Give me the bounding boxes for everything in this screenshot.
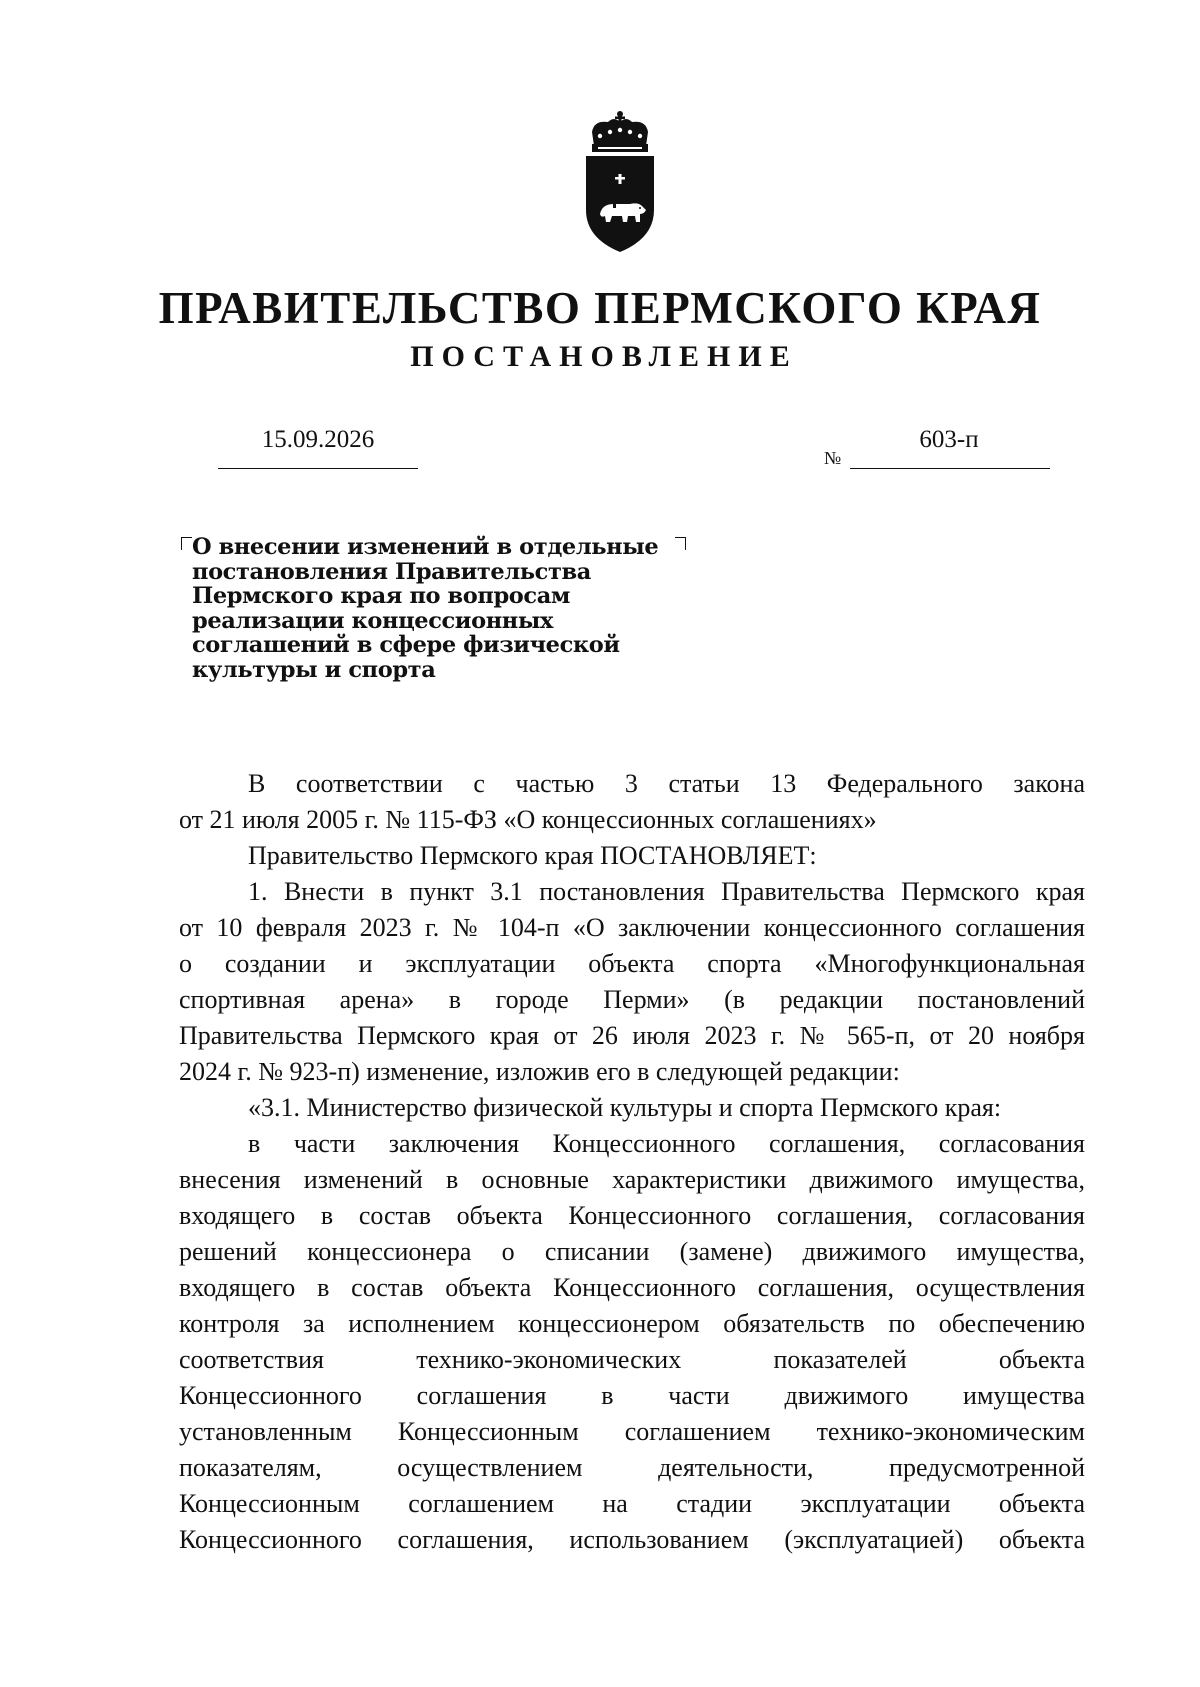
body-line: решений концессионера о списании (замене) движимого имущества, — [179, 1237, 1085, 1266]
number-underline — [850, 468, 1050, 469]
body-line: соответствия технико-экономических показателей объекта — [179, 1345, 1085, 1374]
perm-krai-coat-of-arms-icon — [580, 110, 660, 262]
document-body — [179, 766, 1085, 1558]
body-line: от 21 июля 2005 г. № 115-ФЗ «О концессионных соглашениях» — [179, 805, 877, 834]
body-line: показателям, осуществлением деятельности, предусмотренной — [179, 1453, 1085, 1482]
subject-line: соглашений в сфере физической — [192, 632, 620, 659]
subject-line: Пермского края по вопросам — [192, 583, 571, 610]
body-line: Концессионным соглашением на стадии эксплуатации объекта — [179, 1489, 1085, 1518]
date-underline — [218, 468, 418, 469]
body-line: спортивная арена» в городе Перми» (в редакции постановлений — [179, 985, 1085, 1014]
body-line: Правительства Пермского края от 26 июля 2023 г. № 565-п, от 20 ноября — [179, 1021, 1085, 1050]
subject-line: постановления Правительства — [192, 558, 591, 585]
body-line: установленным Концессионным соглашением технико-экономическим — [179, 1417, 1085, 1446]
date-field — [218, 424, 418, 469]
body-line: «3.1. Министерство физической культуры и спорта Пермского края: — [248, 1093, 1002, 1122]
body-line: Концессионного соглашения, использованием (эксплуатацией) объекта — [179, 1525, 1085, 1554]
document-type: ПОСТАНОВЛЕНИЕ — [410, 340, 798, 373]
body-line: Концессионного соглашения в части движимого имущества — [179, 1381, 1085, 1410]
number-sign: № — [824, 448, 842, 468]
body-line: внесения изменений в основные характеристики движимого имущества, — [179, 1165, 1085, 1194]
subject-corner-right — [675, 537, 686, 550]
body-line: контроля за исполнением концессионером обязательств по обеспечению — [179, 1309, 1085, 1338]
body-line: Правительство Пермского края ПОСТАНОВЛЯЕТ: — [248, 841, 817, 870]
body-line: о создании и эксплуатации объекта спорта «Многофункциональная — [179, 949, 1085, 978]
document-number: 603-п — [919, 426, 979, 453]
subject-line: реализации концессионных — [192, 607, 554, 634]
body-line: В соответствии с частью 3 статьи 13 Федерального закона — [248, 769, 1085, 798]
body-line: 2024 г. № 923-п) изменение, изложив его в следующей редакции: — [179, 1057, 900, 1086]
subject-corner-left — [181, 537, 192, 550]
body-line: в части заключения Концессионного соглашения, согласования — [248, 1129, 1085, 1158]
body-line: входящего в состав объекта Концессионного соглашения, осуществления — [179, 1273, 1085, 1302]
government-title: ПРАВИТЕЛЬСТВО ПЕРМСКОГО КРАЯ — [158, 283, 1042, 333]
document-subject — [192, 535, 672, 683]
body-line: входящего в состав объекта Концессионного соглашения, согласования — [179, 1201, 1085, 1230]
body-line: от 10 февраля 2023 г. № 104-п «О заключении концессионного соглашения — [179, 913, 1085, 942]
document-date: 15.09.2026 — [261, 426, 375, 453]
subject-line: культуры и спорта — [192, 656, 436, 683]
body-line: 1. Внести в пункт 3.1 постановления Правительства Пермского края — [248, 877, 1085, 906]
subject-line: О внесении изменений в отдельные — [192, 534, 659, 560]
